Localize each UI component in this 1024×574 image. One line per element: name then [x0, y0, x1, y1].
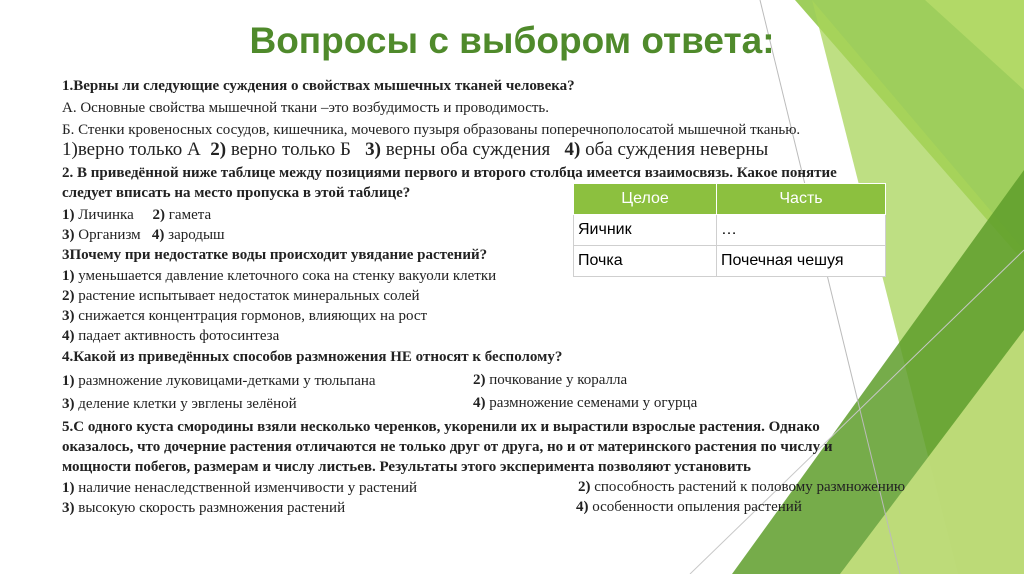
q2-options-row2	[62, 226, 225, 244]
q4-option-4-line	[473, 395, 697, 412]
q3-option-1-line	[62, 267, 496, 285]
q3-option-2-num: 2)	[62, 288, 75, 304]
q1-option-2: верно только Б	[226, 139, 351, 160]
q5-option-3-num: 3)	[62, 500, 75, 516]
q5-option-2-line	[578, 479, 905, 496]
q5-option-1: наличие ненаследственной изменчивости у растений	[74, 480, 418, 496]
q3-option-1-num: 1)	[62, 268, 75, 284]
q2-question-line2: следует вписать на место пропуска в этой таблице?	[62, 185, 411, 201]
q4-option-3-line	[62, 395, 297, 413]
q5-option-2-num: 2)	[578, 479, 591, 495]
q1-question: 1.Верны ли следующие суждения о свойствах мышечных тканей человека?	[62, 78, 575, 94]
q5-option-2: способность растений к половому размножению	[590, 479, 906, 495]
q2-option-2-num: 2)	[152, 207, 166, 223]
q4-option-2: почкование у коралла	[485, 372, 628, 388]
q4-option-4: размножение семенами у огурца	[485, 395, 698, 411]
q2-option-4: зародыш	[164, 227, 225, 243]
q3-option-4: падает активность фотосинтеза	[74, 328, 280, 344]
table-header-row	[574, 184, 886, 215]
q3-option-2-line	[62, 287, 420, 305]
q3-option-2: растение испытывает недостаток минеральных солей	[74, 288, 420, 304]
q1-statement-a: А. Основные свойства мышечной ткани –это возбудимость и проводимость.	[62, 100, 550, 116]
q3-option-3-num: 3)	[62, 308, 75, 324]
q5-question-line1: 5.С одного куста смородины взяли несколько черенков, укоренили их и вырастили взрослые растения. Однако	[62, 419, 820, 435]
q2-option-3: Организм	[74, 227, 141, 243]
q1-option-3-num: 3)	[365, 139, 381, 160]
q2-options-row1	[62, 206, 211, 224]
q5-option-4: особенности опыления растений	[588, 499, 802, 515]
table-cell: …	[717, 215, 886, 246]
q2-option-1: Личинка	[74, 207, 134, 223]
table-row	[574, 215, 886, 246]
q2-table	[573, 183, 886, 277]
q1-option-4: оба суждения неверны	[580, 139, 769, 160]
table-header-part: Часть	[717, 184, 886, 215]
table-cell: Почка	[574, 246, 717, 277]
slide-title: Вопросы с выбором ответа:	[249, 20, 775, 61]
q2-question-line1: 2. В приведённой ниже таблице между позициями первого и второго столбца имеется взаимосвязь. Какое понятие	[62, 165, 837, 181]
q4-option-3-num: 3)	[62, 396, 75, 412]
q4-question: 4.Какой из приведённых способов размножения НЕ относят к бесполому?	[62, 349, 563, 365]
q5-question-line3: мощности побегов, размерам и числу листьев. Результаты этого эксперимента позволяют установить	[62, 459, 751, 475]
table-row	[574, 246, 886, 277]
q4-option-3: деление клетки у эвглены зелёной	[74, 396, 297, 412]
q1-statement-b: Б. Стенки кровеносных сосудов, кишечника, мочевого пузыря образованы поперечнополосатой мышечной тканью.	[62, 122, 801, 138]
q4-option-1-line	[62, 372, 376, 390]
q1-option-3: верны оба суждения	[380, 139, 551, 160]
q4-option-4-num: 4)	[473, 395, 486, 411]
q5-option-4-line	[576, 499, 802, 516]
q5-option-1-num: 1)	[62, 480, 75, 496]
table-cell: Почечная чешуя	[717, 246, 886, 277]
q2-option-3-num: 3)	[62, 227, 75, 243]
q3-option-4-line	[62, 327, 279, 345]
q1-options	[62, 141, 768, 159]
q3-option-3: снижается концентрация гормонов, влияющих на рост	[74, 308, 428, 324]
q1-option-1: 1)верно только А	[62, 139, 201, 160]
q1-option-2-num: 2)	[210, 139, 227, 160]
q4-option-2-line	[473, 372, 627, 389]
q2-option-2: гамета	[165, 207, 212, 223]
q3-option-4-num: 4)	[62, 328, 75, 344]
q5-question-line2: оказалось, что дочерние растения отличаются не только друг от друга, но и от материнского растения по числу и	[62, 439, 833, 455]
q3-option-3-line	[62, 307, 427, 325]
table-header-whole: Целое	[574, 184, 717, 215]
q3-option-1: уменьшается давление клеточного сока на стенку вакуоли клетки	[74, 268, 497, 284]
q5-option-4-num: 4)	[576, 499, 589, 515]
q2-option-1-num: 1)	[62, 207, 75, 223]
q5-option-3-line	[62, 499, 345, 517]
q5-option-3: высокую скорость размножения растений	[74, 500, 346, 516]
q4-option-1-num: 1)	[62, 373, 75, 389]
q2-option-4-num: 4)	[151, 227, 165, 243]
q5-option-1-line	[62, 479, 417, 497]
q3-question: 3Почему при недостатке воды происходит увядание растений?	[62, 247, 488, 263]
q4-option-2-num: 2)	[473, 372, 486, 388]
q4-option-1: размножение луковицами-детками у тюльпана	[74, 373, 376, 389]
table-cell: Яичник	[574, 215, 717, 246]
q1-option-4-num: 4)	[564, 139, 581, 160]
